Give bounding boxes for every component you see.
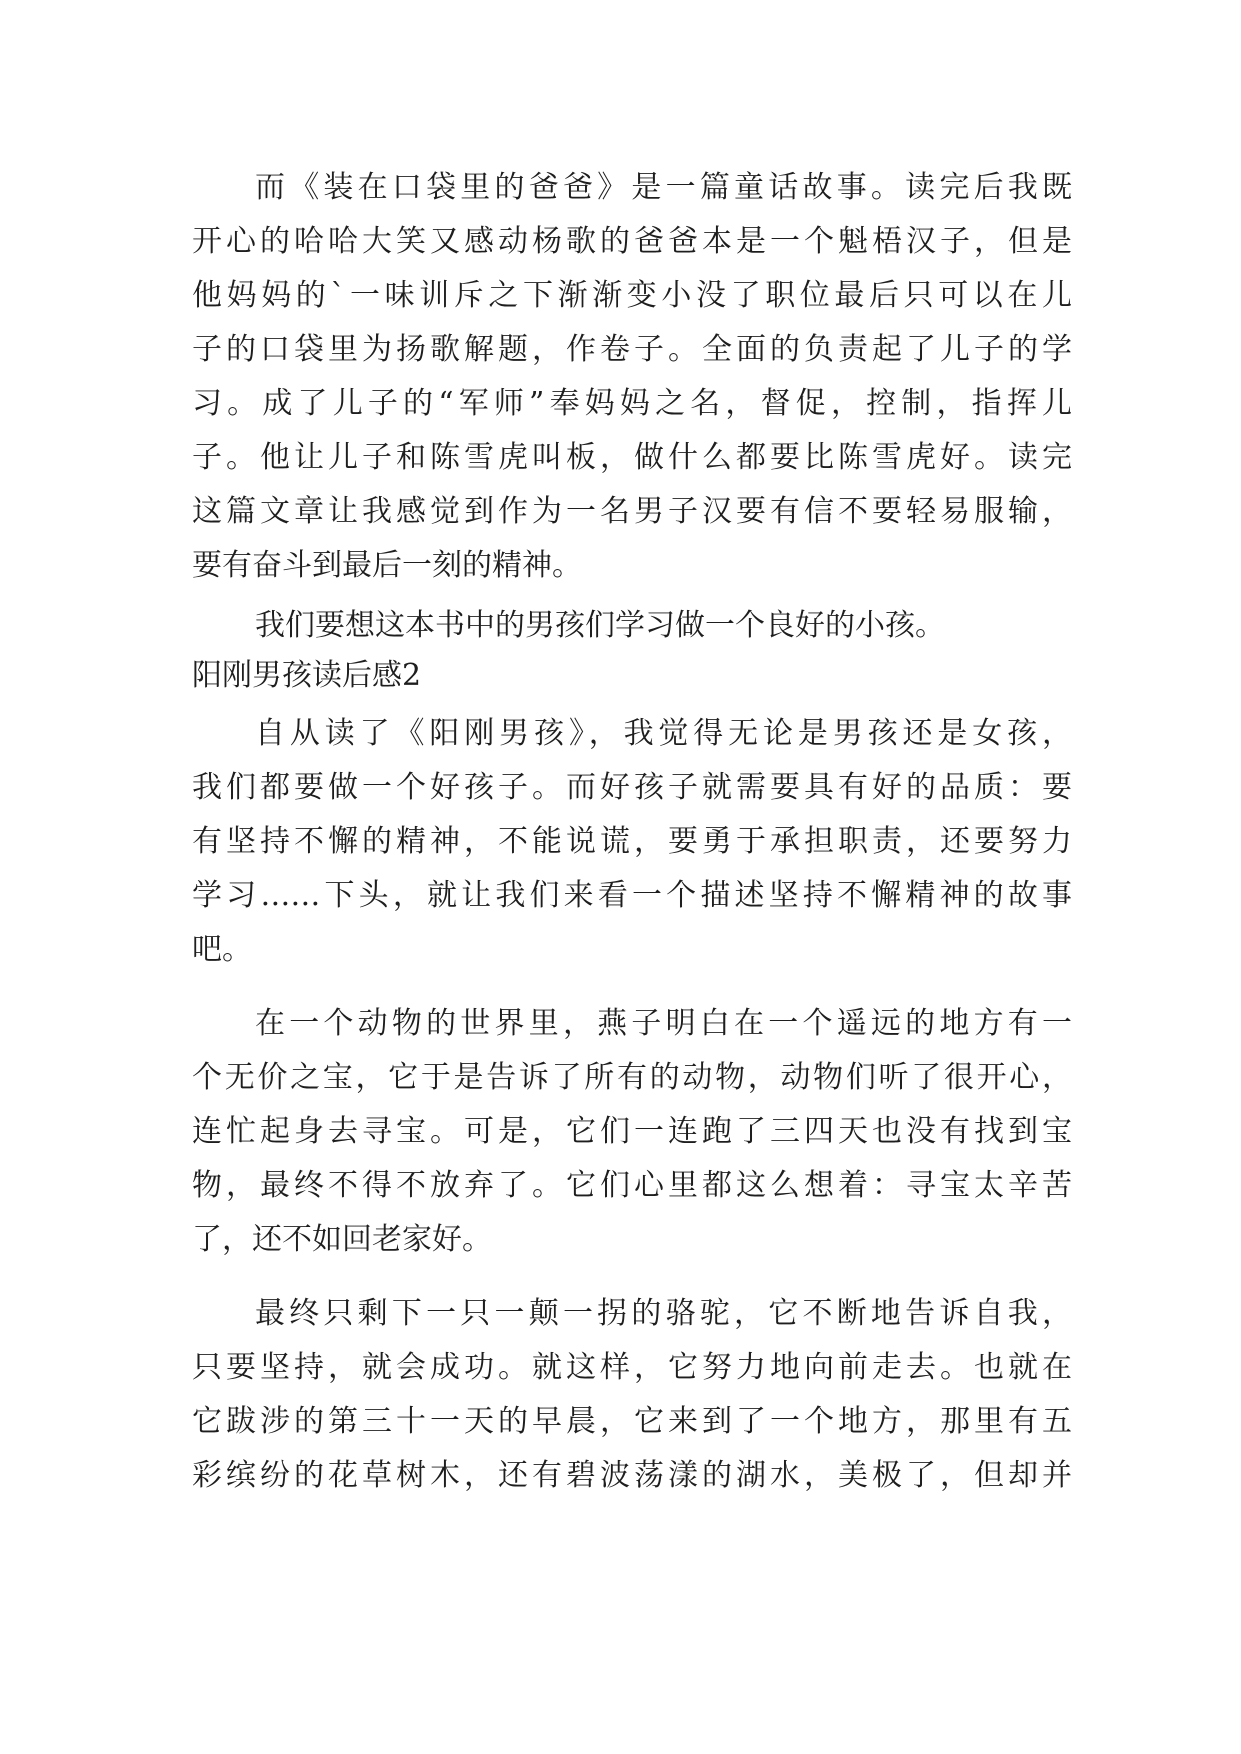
paragraph-line: 彩缤纷的花草树木，还有碧波荡漾的湖水，美极了，但却并 [192,1458,1072,1493]
section-heading: 阳刚男孩读后感2 [192,658,422,693]
paragraph-line: 我们都要做一个好孩子。而好孩子就需要具有好的品质：要 [192,770,1072,805]
paragraph-line: 我们要想这本书中的男孩们学习做一个良好的小孩。 [255,608,945,643]
paragraph-line: 子的口袋里为扬歌解题，作卷子。全面的负责起了儿子的学 [192,332,1072,367]
paragraph-line: 个无价之宝，它于是告诉了所有的动物，动物们听了很开心， [192,1060,1072,1095]
paragraph-line: 物，最终不得不放弃了。它们心里都这么想着：寻宝太辛苦 [192,1168,1072,1203]
paragraph-line: 他妈妈的`一味训斥之下渐渐变小没了职位最后只可以在儿 [192,278,1072,313]
paragraph-line: 子。他让儿子和陈雪虎叫板，做什么都要比陈雪虎好。读完 [192,440,1072,475]
paragraph-line: 这篇文章让我感觉到作为一名男子汉要有信不要轻易服输， [192,494,1072,529]
paragraph-line: 了，还不如回老家好。 [192,1222,492,1257]
paragraph-line: 自从读了《阳刚男孩》，我觉得无论是男孩还是女孩， [255,716,1072,751]
paragraph-line: 要有奋斗到最后一刻的精神。 [192,548,582,583]
paragraph-line: 吧。 [192,932,252,967]
paragraph-line: 连忙起身去寻宝。可是，它们一连跑了三四天也没有找到宝 [192,1114,1072,1149]
paragraph-line: 它跋涉的第三十一天的早晨，它来到了一个地方，那里有五 [192,1404,1072,1439]
paragraph-line: 只要坚持，就会成功。就这样，它努力地向前走去。也就在 [192,1350,1072,1385]
paragraph-line: 开心的哈哈大笑又感动杨歌的爸爸本是一个魁梧汉子，但是 [192,224,1072,259]
paragraph-line: 学习……下头，就让我们来看一个描述坚持不懈精神的故事 [192,878,1072,913]
paragraph-line: 有坚持不懈的精神，不能说谎，要勇于承担职责，还要努力 [192,824,1072,859]
paragraph-line: 最终只剩下一只一颠一拐的骆驼，它不断地告诉自我， [255,1296,1072,1331]
paragraph-line: 而《装在口袋里的爸爸》是一篇童话故事。读完后我既 [255,170,1072,205]
paragraph-line: 习。成了儿子的“军师”奉妈妈之名，督促，控制，指挥儿 [192,386,1072,421]
paragraph-line: 在一个动物的世界里，燕子明白在一个遥远的地方有一 [255,1006,1072,1041]
